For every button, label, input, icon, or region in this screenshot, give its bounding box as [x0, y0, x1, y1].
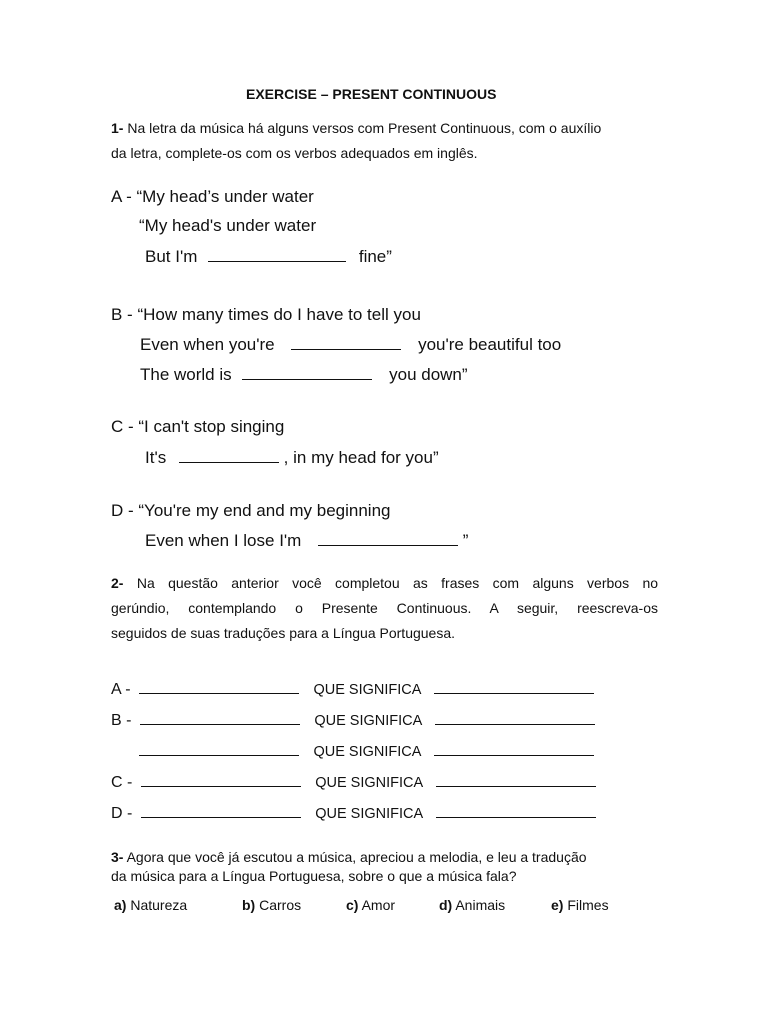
question-2-line-2: gerúndio, contemplando o Presente Continuous. A seguir, reescreva-os: [111, 600, 658, 616]
question-3-line-1: [111, 847, 587, 867]
verse-a-line-3-start: But I'm: [145, 247, 198, 266]
translation-que-significa: QUE SIGNIFICA: [314, 713, 423, 729]
translation-english-blank[interactable]: [141, 771, 301, 787]
question-3-line-2: da música para a Língua Portuguesa, sobre o que a música fala?: [111, 868, 517, 884]
answer-option-b[interactable]: [242, 893, 301, 918]
verse-c-line-1: C - “I can't stop singing: [111, 417, 285, 436]
question-1-line-1: [111, 116, 601, 141]
translation-row: [111, 771, 596, 792]
verse-b-line-3: [140, 364, 468, 385]
translation-english-blank[interactable]: [139, 678, 299, 694]
translation-english-blank[interactable]: [140, 709, 300, 725]
option-letter: d): [439, 897, 453, 913]
verse-c-line-2-start: It's: [145, 448, 167, 467]
question-2-number: 2-: [111, 575, 124, 591]
verse-b-line-3-end: you down”: [389, 365, 468, 384]
translation-row-label: B -: [111, 712, 132, 729]
verse-a-line-3-end: fine”: [358, 247, 392, 266]
verse-b-line-2-end: you're beautiful too: [418, 335, 562, 354]
verse-d-blank[interactable]: [318, 530, 458, 546]
translation-row: [111, 709, 595, 730]
verse-c-line-2-end: , in my head for you”: [283, 448, 439, 467]
verse-b-line-2-start: Even when you're: [140, 335, 275, 354]
verse-b-line-3-start: The world is: [140, 365, 232, 384]
option-text: Natureza: [130, 897, 188, 913]
translation-english-blank[interactable]: [139, 740, 299, 756]
verse-c-line-2: [145, 447, 439, 468]
translation-row: [139, 740, 594, 761]
verse-d-line-1: D - “You're my end and my beginning: [111, 501, 391, 520]
option-text: Filmes: [567, 897, 609, 913]
verse-b-line-2: [140, 334, 561, 355]
answer-option-d[interactable]: [439, 893, 505, 918]
option-text: Animais: [455, 897, 506, 913]
translation-portuguese-blank[interactable]: [436, 771, 596, 787]
question-1-number: 1-: [111, 120, 124, 136]
translation-portuguese-blank[interactable]: [436, 802, 596, 818]
translation-row: [111, 802, 596, 823]
translation-portuguese-blank[interactable]: [434, 740, 594, 756]
verse-d-line-2-start: Even when I lose I'm: [145, 531, 302, 550]
answer-option-e[interactable]: [551, 893, 609, 918]
translation-row-label: C -: [111, 774, 133, 791]
question-2-line-3: seguidos de suas traduções para a Língua Portuguesa.: [111, 625, 456, 641]
translation-row-label: D -: [111, 805, 133, 822]
translation-portuguese-blank[interactable]: [435, 709, 595, 725]
option-text: Amor: [361, 897, 396, 913]
translation-portuguese-blank[interactable]: [434, 678, 594, 694]
translation-row-label: A -: [111, 681, 131, 698]
translation-que-significa: QUE SIGNIFICA: [315, 775, 424, 791]
translation-que-significa: QUE SIGNIFICA: [315, 806, 424, 822]
question-3-number: 3-: [111, 849, 124, 865]
verse-b-blank-1[interactable]: [291, 334, 401, 350]
translation-que-significa: QUE SIGNIFICA: [313, 744, 422, 760]
verse-d-line-2-end: ”: [462, 531, 469, 550]
verse-b-line-1: B - “How many times do I have to tell you: [111, 305, 421, 324]
answer-option-c[interactable]: [346, 893, 395, 918]
verse-a-line-2: “My head's under water: [139, 216, 317, 235]
translation-que-significa: QUE SIGNIFICA: [313, 682, 422, 698]
translation-english-blank[interactable]: [141, 802, 301, 818]
question-3-text-1: Agora que você já escutou a música, apreciou a melodia, e leu a tradução: [126, 849, 587, 865]
translation-row: [111, 678, 594, 699]
option-letter: e): [551, 897, 564, 913]
question-2-line-1: [111, 571, 658, 596]
option-text: Carros: [259, 897, 302, 913]
verse-a-blank[interactable]: [208, 246, 346, 262]
verse-b-blank-2[interactable]: [242, 364, 372, 380]
page-title: EXERCISE – PRESENT CONTINUOUS: [246, 86, 497, 102]
option-letter: a): [114, 897, 127, 913]
verse-a-line-1: A - “My head’s under water: [111, 187, 314, 206]
answer-option-a[interactable]: [114, 893, 187, 918]
option-letter: b): [242, 897, 256, 913]
question-1-text-1: Na letra da música há alguns versos com Present Continuous, com o auxílio: [127, 120, 602, 136]
verse-d-line-2: [145, 530, 468, 551]
verse-a-line-3: [145, 246, 392, 267]
question-2-text-1: Na questão anterior você completou as frases com alguns verbos no: [136, 575, 659, 591]
option-letter: c): [346, 897, 359, 913]
question-1-line-2: da letra, complete-os com os verbos adequados em inglês.: [111, 145, 478, 161]
verse-c-blank[interactable]: [179, 447, 279, 463]
